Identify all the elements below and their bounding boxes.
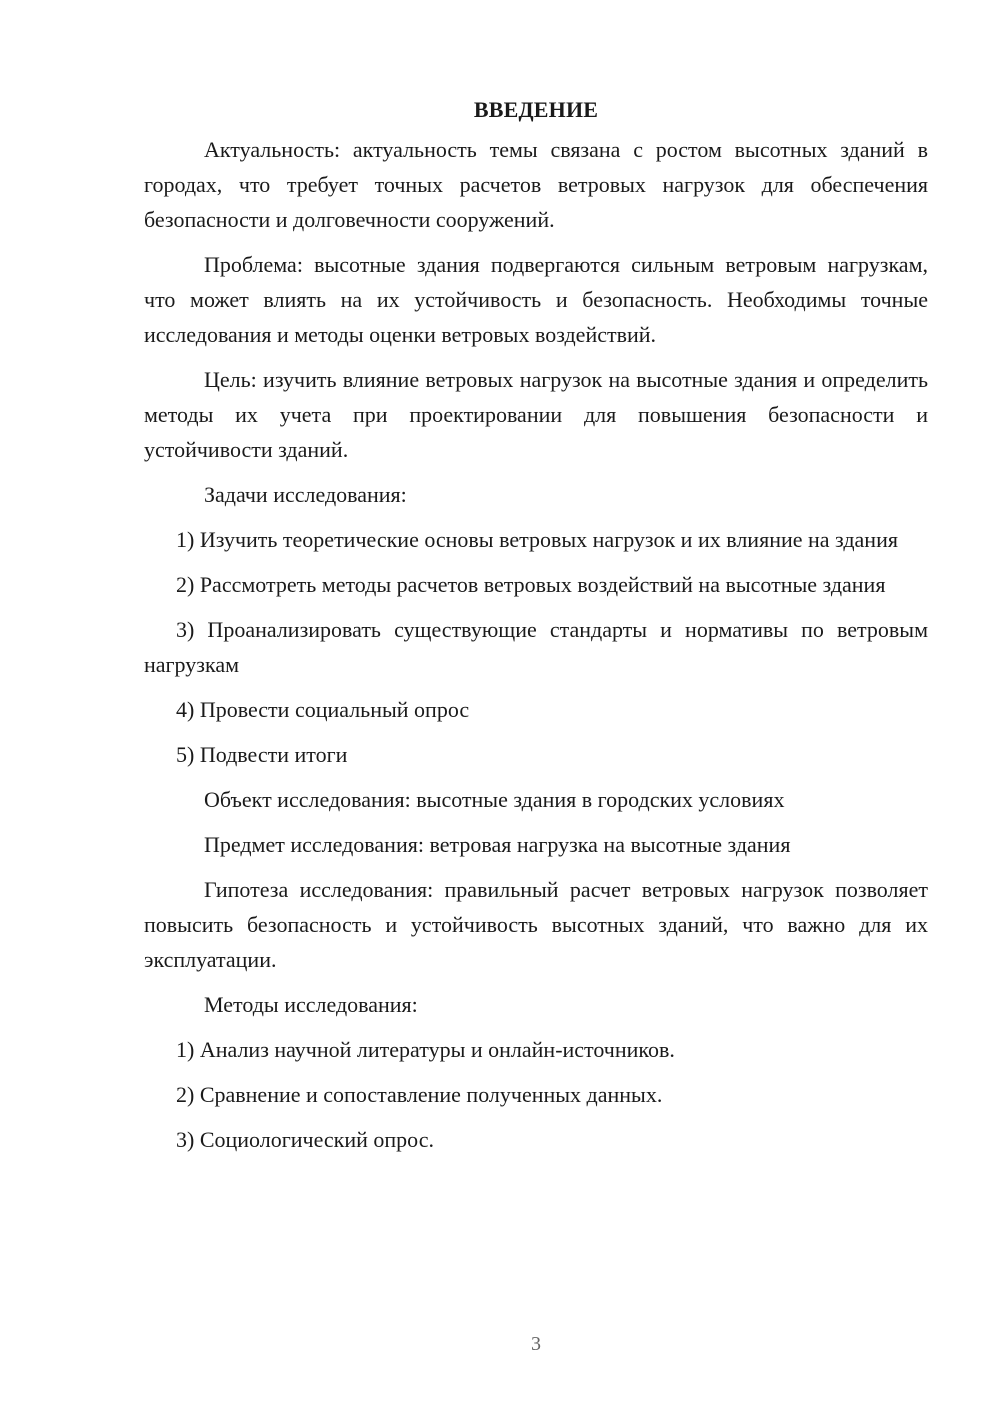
tasks-title: Задачи исследования: — [204, 482, 407, 507]
method-item: 1) Анализ научной литературы и онлайн-источников. — [176, 1037, 675, 1062]
method-item: 2) Сравнение и сопоставление полученных данных. — [176, 1082, 663, 1107]
section-heading: ВВЕДЕНИЕ — [473, 97, 599, 122]
subject-paragraph: Предмет исследования: ветровая нагрузка на высотные здания — [204, 832, 791, 857]
task-item: 2) Рассмотреть методы расчетов ветровых воздействий на высотные здания — [176, 572, 886, 597]
object-paragraph: Объект исследования: высотные здания в городских условиях — [204, 787, 785, 812]
page-number: 3 — [531, 1333, 541, 1355]
document-page — [144, 92, 928, 1167]
methods-title: Методы исследования: — [204, 992, 418, 1017]
task-item: 5) Подвести итоги — [176, 742, 348, 767]
goal-paragraph: Цель: изучить влияние ветровых нагрузок на высотные здания и определить методы их учета при проектировании для повышения безопасности и устойчивости зданий. — [144, 367, 928, 462]
task-item: 3) Проанализировать существующие стандарты и нормативы по ветровым нагрузкам — [144, 617, 928, 677]
task-item: 4) Провести социальный опрос — [176, 697, 470, 722]
problem-paragraph: Проблема: высотные здания подвергаются сильным ветровым нагрузкам, что может влиять на их устойчивость и безопасность. Необходимы точные исследования и методы оценки ветровых воздействий. — [144, 252, 928, 347]
relevance-paragraph: Актуальность: актуальность темы связана с ростом высотных зданий в городах, что требует точных расчетов ветровых нагрузок для обеспечения безопасности и долговечности сооружений. — [144, 137, 928, 232]
method-item: 3) Социологический опрос. — [176, 1127, 434, 1152]
task-item: 1) Изучить теоретические основы ветровых нагрузок и их влияние на здания — [176, 527, 898, 552]
hypothesis-paragraph: Гипотеза исследования: правильный расчет ветровых нагрузок позволяет повысить безопасность и устойчивость высотных зданий, что важно для их эксплуатации. — [144, 877, 928, 972]
